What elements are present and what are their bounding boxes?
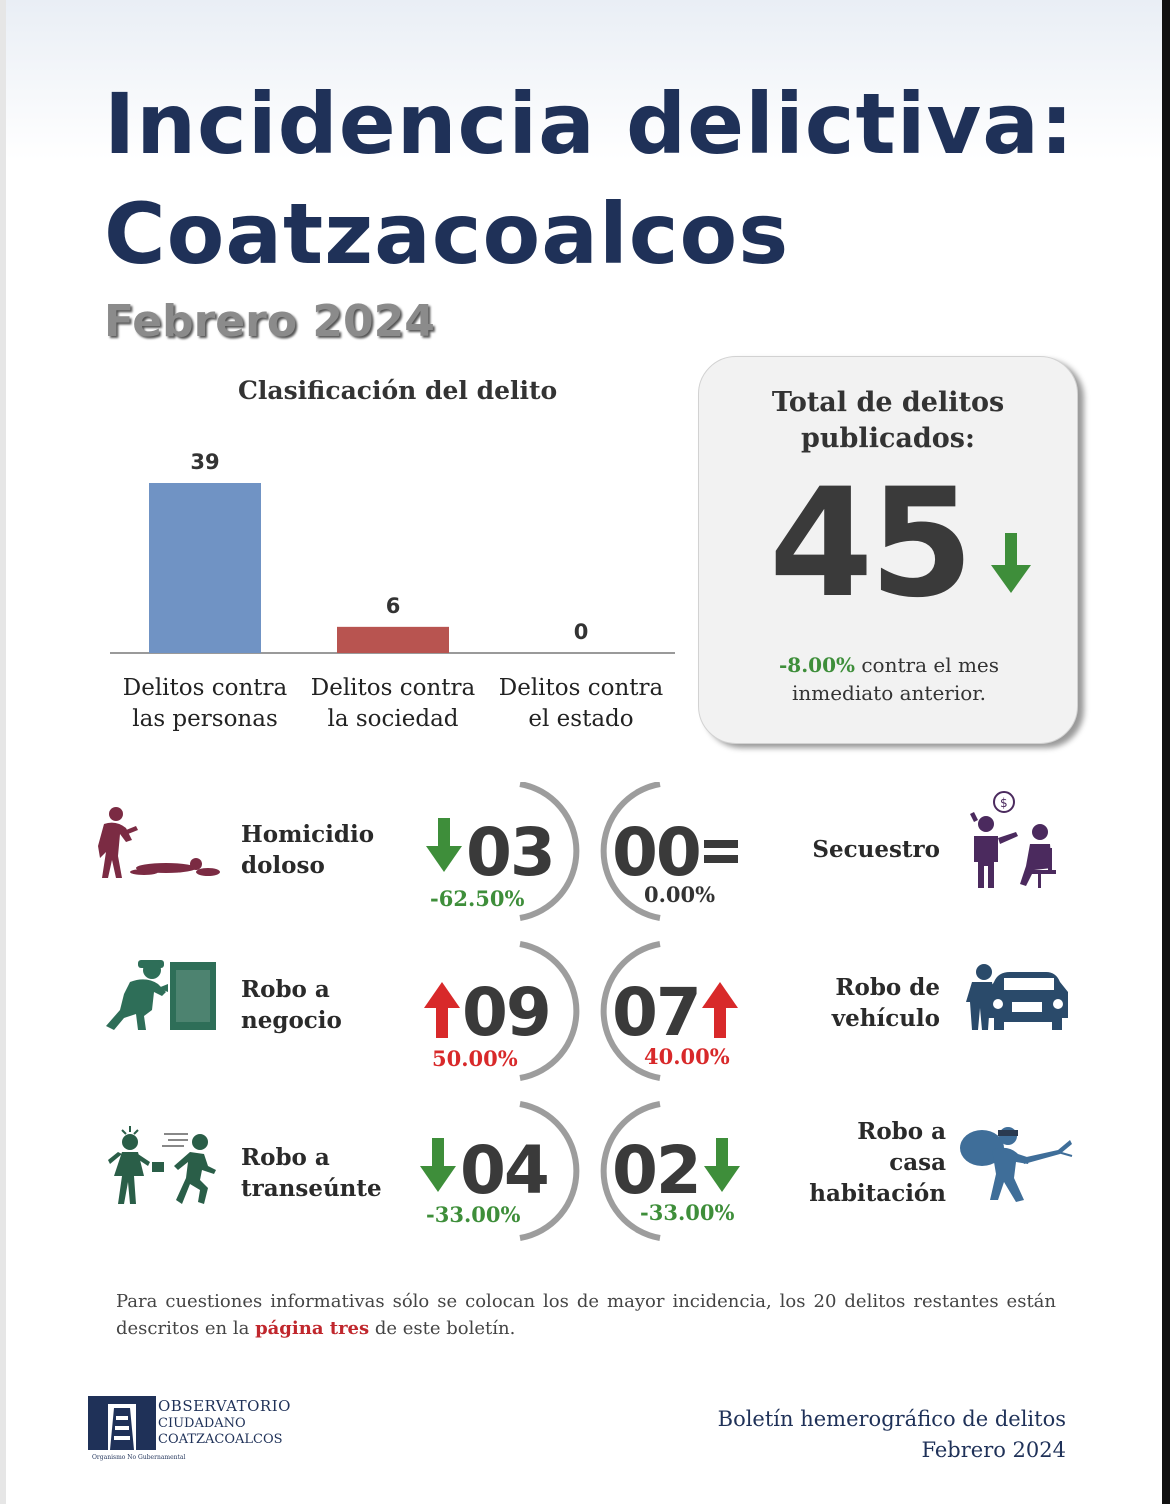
pedestrian-robbery-icon — [104, 1126, 218, 1206]
page-edge-right — [1162, 0, 1170, 1504]
homicidio-down-arrow-icon — [426, 818, 462, 874]
footnote: Para cuestiones informativas sólo se colocan los de mayor incidencia, los 20 delitos restantes están descritos en la página tres de este boletín. — [116, 1291, 1056, 1339]
chart-category-label-estado: Delitos contra el estado — [498, 675, 664, 732]
kidnapping-icon — [960, 790, 1060, 890]
robo-vehiculo-change: 40.00% — [644, 1044, 730, 1069]
robo-casa-value: 02 — [612, 1132, 700, 1209]
chart-value-label-2: 0 — [573, 620, 589, 644]
secuestro-change: 0.00% — [644, 882, 716, 907]
vehicle-robbery-icon — [964, 962, 1070, 1034]
robo-casa-down-arrow-icon — [704, 1138, 740, 1194]
footnote-link-page-three: página tres — [255, 1318, 370, 1339]
page-edge-left — [0, 0, 6, 1504]
svg-text:$: $ — [1000, 796, 1008, 810]
observatorio-logo-text: OBSERVATORIO CIUDADANO COATZACOALCOS — [158, 1397, 291, 1447]
observatorio-logo-tagline: Organismo No Gubernamental — [92, 1454, 186, 1461]
robo-negocio-up-arrow-icon — [424, 982, 460, 1038]
robo-vehiculo-value: 07 — [612, 974, 700, 1051]
page-title-line1: Incidencia delictiva: — [104, 75, 1075, 173]
robo-transeunte-change: -33.00% — [426, 1202, 521, 1227]
robo-negocio-change: 50.00% — [432, 1046, 518, 1071]
homicidio-value: 03 — [466, 814, 554, 891]
chart-bar-0 — [149, 483, 261, 653]
total-change-note: -8.00% contra el mes inmediato anterior. — [778, 653, 1000, 705]
chart-bar-1 — [337, 627, 449, 653]
robo-vehiculo-up-arrow-icon — [702, 982, 738, 1038]
bulletin-caption: Boletín hemerográfico de delitos Febrero 2024 — [717, 1407, 1066, 1462]
secuestro-equal-icon — [704, 836, 738, 866]
house-robbery-icon — [958, 1122, 1074, 1204]
page-subtitle: Febrero 2024 — [104, 296, 435, 347]
classification-bar-chart — [100, 440, 680, 662]
homicide-icon — [96, 806, 224, 882]
business-robbery-icon — [102, 958, 218, 1032]
observatorio-logo-icon — [88, 1394, 158, 1456]
robo-transeunte-value: 04 — [460, 1132, 548, 1209]
robo-vehiculo-label: Robo de vehículo — [831, 974, 940, 1032]
chart-value-label-0: 39 — [190, 450, 220, 474]
chart-title: Clasificación del delito — [238, 376, 558, 405]
total-card-title: Total de delitos publicados: — [771, 387, 1005, 454]
homicidio-label: Homicidio doloso — [241, 821, 375, 879]
total-crimes-value: 45 — [769, 457, 970, 631]
total-change-value: -8.00% — [778, 653, 855, 677]
robo-negocio-value: 09 — [462, 974, 550, 1051]
page-title-line2: Coatzacoalcos — [104, 185, 790, 283]
robo-casa-label: Robo a casa habitación — [809, 1118, 946, 1207]
secuestro-value: 00 — [612, 814, 700, 891]
secuestro-label: Secuestro — [812, 836, 940, 863]
robo-transeunte-down-arrow-icon — [420, 1138, 456, 1194]
robo-casa-change: -33.00% — [640, 1200, 735, 1225]
total-down-arrow-icon — [991, 533, 1031, 595]
chart-category-label-sociedad: Delitos contra la sociedad — [310, 675, 476, 732]
chart-value-label-1: 6 — [385, 593, 401, 618]
homicidio-change: -62.50% — [430, 886, 525, 911]
robo-negocio-label: Robo a negocio — [241, 976, 342, 1034]
robo-transeunte-label: Robo a transeúnte — [241, 1144, 382, 1202]
total-crimes-card — [698, 356, 1078, 744]
chart-category-label-personas: Delitos contra las personas — [122, 675, 288, 732]
